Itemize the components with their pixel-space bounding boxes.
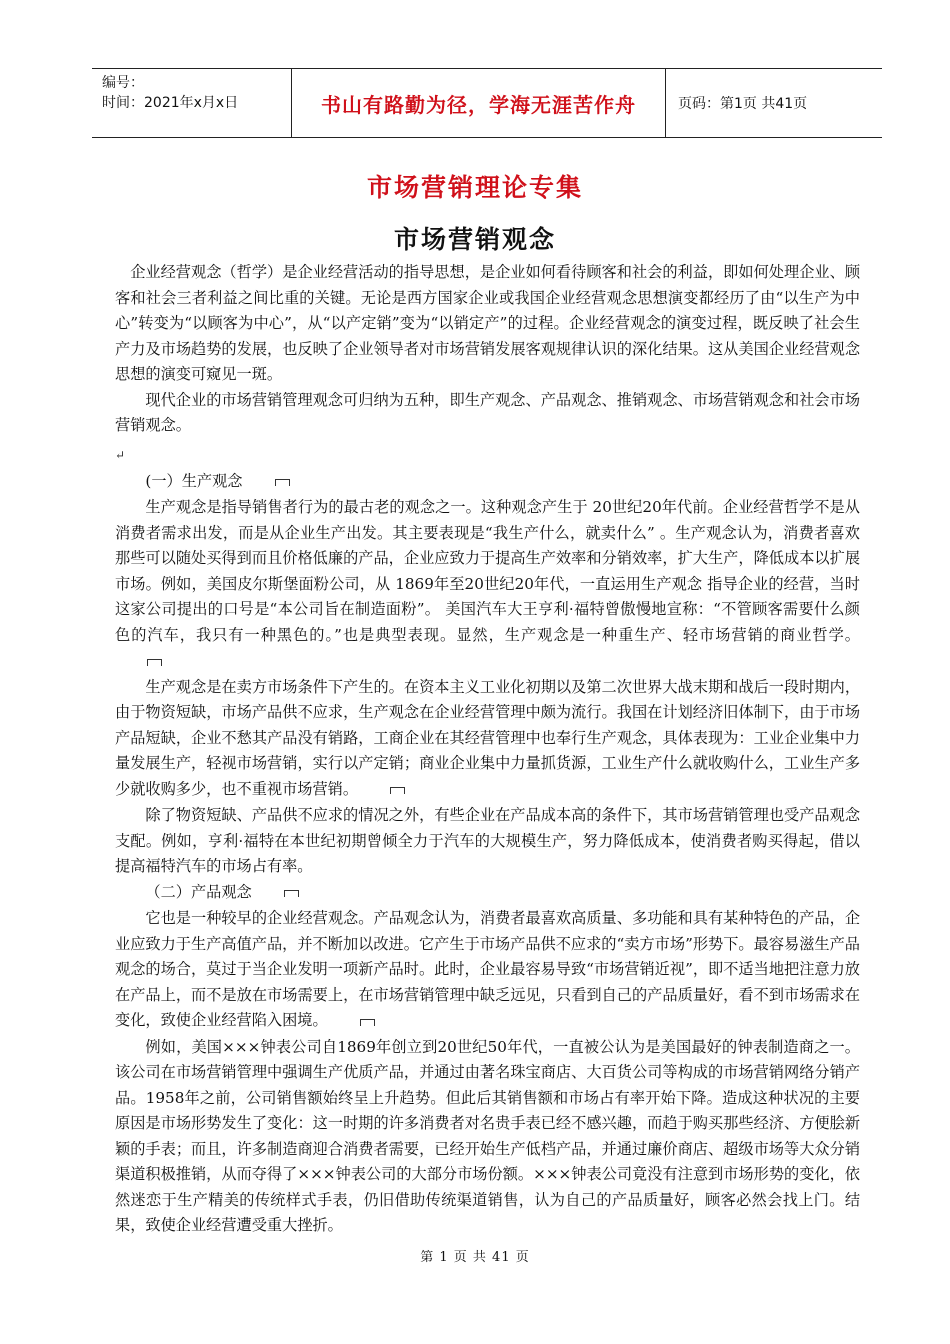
paragraph-five-concepts: 现代企业的市场营销管理观念可归纳为五种，即生产观念、产品观念、推销观念、市场营销观念和社会市场营销观念。 [115, 390, 860, 434]
paragraph-text: 生产观念是指导销售者行为的最古老的观念之一。这种观念产生于 20世纪20年代前。企业经营哲学不是从消费者需求出发，而是从企业生产出发。其主要表现是“我生产什么，就卖什么” 。生产观念认为，消费者喜欢那些可以随处买得到而且价格低廉的产品，企业应致力于提高生产效率和分销效率，扩大生产，降低成本以扩展市场。例如，美国皮尔斯堡面粉公司，从 1869年至20世纪20年代，一直运用生产观念 指导企业的经营，当时这家公司提出的口号是“本公司旨在制造面粉”。 美国汽车大王亨利·福特曾傲慢地宣称：“不管顾客需要什么颜色的汽车，我只有一种黑色的。”也是典型表现。显然，生产观念是一种重生产、轻市场营销的商业哲学。 [115, 498, 860, 644]
paragraph-mark [117, 649, 162, 675]
header-meta-cell [92, 69, 292, 137]
heading-text: （二）产品观念 [145, 882, 252, 901]
paragraph-production-1 [115, 495, 860, 675]
heading-text: (一）生产观念 [145, 471, 243, 490]
page-footer: 第 1 页 共 41 页 [420, 1250, 530, 1265]
paragraph-mark [254, 881, 299, 907]
paragraph-text: 它也是一种较早的企业经营观念。产品观念认为，消费者最喜欢高质量、多功能和具有某种特色的产品，企业应致力于生产高值产品，并不断加以改进。它产生于市场产品供不应求的“卖方市场”形势下。最容易滋生产品观念的场合，莫过于当企业发明一项新产品时。此时，企业最容易导致“市场营销近视”，即不适当地把注意力放在产品上，而不是放在市场需要上，在市场营销管理中缺乏远见，只看到自己的产品质量好，看不到市场需求在变化，致使企业经营陷入困境。 [115, 909, 860, 1029]
section-title: 市场营销观念 [393, 225, 556, 254]
return-symbol: ↵ [115, 447, 126, 462]
paragraph-text: 生产观念是在卖方市场条件下产生的。在资本主义工业化初期以及第二次世界大战末期和战后一段时期内，由于物资短缺，市场产品供不应求，生产观念在企业经营管理中颇为流行。我国在计划经济旧体制下，由于市场产品短缺，企业不愁其产品没有销路，工商企业在其经营管理中也奉行生产观念，具体表现为：工业企业集中力量发展生产，轻视市场营销，实行以产定销；商业企业集中力量抓货源，工业生产什么就收购什么，工业生产多少就收购多少，也不重视市场营销。 [115, 677, 860, 798]
time-label: 时间：2021年x月x日 [102, 95, 239, 111]
paragraph-intro: 企业经营观念（哲学）是企业经营活动的指导思想，是企业如何看待顾客和社会的利益，即如何处理企业、顾客和社会三者利益之间比重的关键。无论是西方国家企业或我国企业经营观念思想演变都经历了由“以生产为中心”转变为“以顾客为中心”，从“以产定销”变为“以销定产”的过程。企业经营观念的演变过程，既反映了社会生产力及市场趋势的发展，也反映了企业领导者对市场营销发展客观规律认识的深化结果。这从美国企业经营观念思想的演变可窥见一斑。 [115, 263, 860, 383]
number-label: 编号： [102, 75, 144, 91]
document-body [115, 260, 860, 1239]
paragraph-mark [360, 778, 405, 804]
document-title: 市场营销理论专集 [366, 173, 583, 202]
paragraph-mark [244, 470, 289, 496]
paragraph-mark [330, 1009, 375, 1035]
header-page-info: 页码：第1页 共41页 [678, 96, 808, 112]
paragraph-production-3: 除了物资短缺、产品供不应求的情况之外，有些企业在产品成本高的条件下，其市场营销管理也受产品观念支配。例如，亨利·福特在本世纪初期曾倾全力于汽车的大规模生产，努力降低成本，使消费者购买得起，借以提高福特汽车的市场占有率。 [115, 806, 860, 875]
paragraph-product-1 [115, 906, 860, 1035]
paragraph-production-2 [115, 675, 860, 804]
paragraph-product-2: 例如，美国×××钟表公司自1869年创立到20世纪50年代，一直被公认为是美国最好的钟表制造商之一。该公司在市场营销管理中强调生产优质产品，并通过由著名珠宝商店、大百货公司等构成的市场营销网络分销产品。1958年之前，公司销售额始终呈上升趋势。但此后其销售额和市场占有率开始下降。造成这种状况的主要原因是市场形势发生了变化：这一时期的许多消费者对名贵手表已经不感兴趣，而趋于购买那些经济、方便脍新颖的手表；而且，许多制造商迎合消费者需要，已经开始生产低档产品，并通过廉价商店、超级市场等大众分销渠道积极推销，从而夺得了×××钟表公司的大部分市场份额。×××钟表公司竟没有注意到市场形势的变化，依然迷恋于生产精美的传统样式手表，仍旧借助传统渠道销售，认为自己的产品质量好，顾客必然会找上门。结果，致使企业经营遭受重大挫折。 [115, 1037, 860, 1234]
heading-product-concept [115, 880, 860, 907]
header-table [92, 68, 882, 138]
paragraph-mark-line [115, 439, 860, 469]
heading-production-concept [115, 469, 860, 496]
header-motto: 书山有路勤为径，学海无涯苦作舟 [292, 69, 666, 137]
